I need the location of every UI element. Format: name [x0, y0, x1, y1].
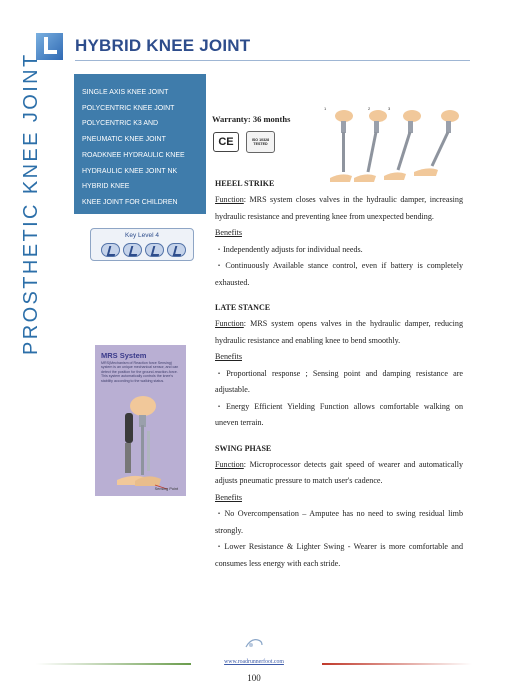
function-text: : MRS system closes valves in the hydraulic damper, increasing hydraulic resistance and preventing knee from unexpected bending. — [215, 195, 463, 221]
benefit-item: ・Continuously Available stance control, even if battery is completely exhausted. — [215, 261, 463, 287]
benefit-item: ・Lower Resistance & Lighter Swing - Wearer is more comfortable and consumes less energy with each stride. — [215, 542, 463, 568]
benefit-item: ・Energy Efficient Yielding Function allows comfortable walking on uneven terrain. — [215, 401, 463, 427]
function-label: Function — [215, 195, 244, 204]
swing-phase-function — [215, 457, 463, 490]
walking-icon — [145, 243, 164, 257]
menu-item-roadknee-hydraulic[interactable]: ROADKNEE HYDRAULIC KNEE — [82, 151, 185, 159]
warranty-text: Warranty: 36 months — [212, 114, 291, 124]
menu-item-hydraulic-nk[interactable]: HYDRAULIC KNEE JOINT NK — [82, 167, 178, 175]
benefits-label: Benefits — [215, 492, 242, 502]
swing-phase-heading: SWING PHASE — [215, 443, 272, 453]
menu-item-polycentric-k3[interactable]: POLYCENTRIC K3 AND — [82, 120, 159, 128]
menu-item-hybrid[interactable]: HYBRID KNEE — [82, 183, 130, 191]
product-menu — [74, 74, 206, 214]
mrs-title: MRS System — [101, 351, 147, 360]
photo-label-2: 2 — [368, 106, 371, 111]
function-label: Function — [215, 319, 244, 328]
benefit-item: ・Independently adjusts for individual needs. — [215, 244, 363, 254]
walking-icon — [167, 243, 186, 257]
footer-url-link[interactable]: www.roadrunnerfoot.com — [224, 659, 284, 665]
iso-tested-badge: ISO 10328 TESTED — [246, 131, 275, 153]
late-stance-function — [215, 316, 463, 349]
photo-label-3: 3 — [388, 106, 391, 111]
heel-strike-heading: HEEEL STRIKE — [215, 179, 275, 188]
benefit-item: ・No Overcompensation – Amputee has no need to swing residual limb strongly. — [215, 509, 463, 535]
title-divider — [75, 60, 470, 61]
benefits-label: Benefits — [215, 228, 242, 237]
function-text: : Microprocessor detects gait speed of wearer and automatically adjusts pneumatic pressure to match user's cadence. — [215, 459, 463, 485]
function-label: Function — [215, 459, 244, 469]
benefit-item: ・Proportional response ; Sensing point and damping resistance are adjustable. — [215, 368, 463, 394]
main-content — [215, 176, 463, 572]
function-text: : MRS system opens valves in the hydraulic damper, reducing hydraulic resistance and enabling knee to bend smoothly. — [215, 319, 463, 345]
ce-mark-icon: CE — [213, 132, 239, 152]
late-stance-heading: LATE STANCE — [215, 303, 271, 312]
page-number: 100 — [247, 673, 261, 683]
mrs-system-panel — [95, 345, 186, 496]
heel-strike-function — [215, 192, 463, 225]
side-title: PROSTHETIC KNEE JOINT — [20, 52, 42, 355]
photo-label-1: 1 — [324, 106, 327, 111]
walking-icon — [123, 243, 142, 257]
mrs-description: MRS(Mechanism of Reaction force Sensing) system is an unique mechanical sensor, and can detect the position for the ground-reaction-force. This system automatically controls the knee's stability according to the walking status. — [101, 361, 179, 383]
page-title: HYBRID KNEE JOINT — [75, 36, 251, 55]
walking-icon — [101, 243, 120, 257]
key-level-label: Key Level 4 — [125, 232, 159, 239]
sensing-point-label: Sensing Point — [154, 487, 178, 491]
menu-item-pneumatic[interactable]: PNEUMATIC KNEE JOINT — [82, 136, 166, 144]
menu-item-children[interactable]: KNEE JOINT FOR CHILDREN — [82, 198, 178, 206]
menu-item-single-axis[interactable]: SINGLE AXIS KNEE JOINT — [82, 89, 169, 96]
menu-item-polycentric[interactable]: POLYCENTRIC KNEE JOINT — [82, 104, 175, 112]
key-level-badge — [90, 228, 194, 261]
benefits-label: Benefits — [215, 352, 242, 361]
footer-brand-icon — [243, 636, 265, 650]
